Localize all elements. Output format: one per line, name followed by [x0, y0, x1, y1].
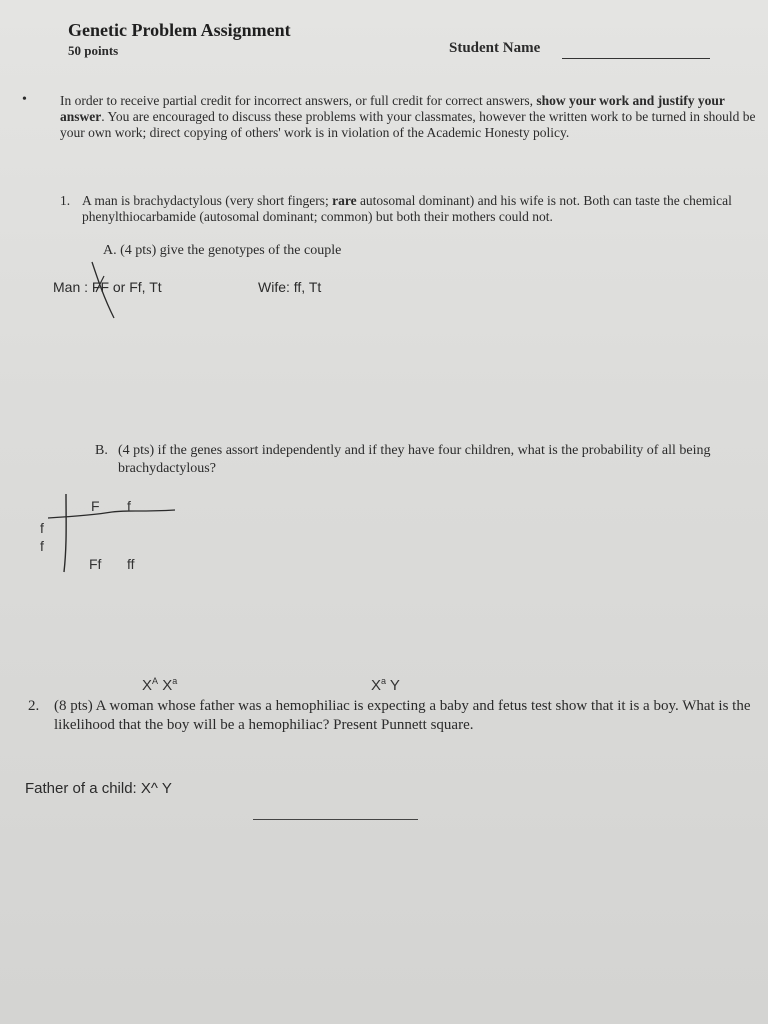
instructions-bold: show your work and justify your answer	[60, 93, 725, 124]
punnett-side-2: f	[40, 538, 44, 554]
instructions-text-2: . You are encouraged to discuss these problems with your classmates, however the written work to be turned in should be your own work; direct copying of others' work is in violation of the Academic Honesty policy.	[60, 109, 756, 140]
question-1-bold: rare	[332, 193, 357, 208]
punnett-horizontal-line	[48, 510, 175, 518]
assignment-title: Genetic Problem Assignment	[68, 20, 291, 40]
answer-man-value: FF or Ff, Tt	[91, 279, 162, 295]
punnett-vertical-line	[64, 494, 66, 572]
question-1-part-b-text: (4 pts) if the genes assort independently and if they have four children, what is the probability of all being brachydactylous?	[118, 443, 711, 476]
question-1-text-1: A man is brachydactylous (very short fingers;	[82, 193, 329, 208]
question-1-number: 1.	[60, 193, 71, 208]
mother-genotype-annotation: $X^A$ $X^a$	[142, 676, 178, 694]
instructions-text-1: In order to receive partial credit for incorrect answers, or full credit for correct answers,	[60, 93, 534, 108]
points-total: 50 points	[68, 43, 119, 58]
answer-man-label: Man :	[53, 279, 89, 295]
question-1-part-a: A. (4 pts) give the genotypes of the couple	[103, 243, 342, 258]
strike-mark	[92, 262, 114, 318]
punnett-side-1: f	[40, 520, 44, 536]
punnett-top-2: f	[127, 498, 131, 514]
margin-bullet: •	[22, 92, 27, 107]
question-2-text: (8 pts) A woman whose father was a hemophiliac is expecting a baby and fetus test show that it is a boy. What is the likelihood that the boy will be a hemophiliac? Present Punnett square.	[54, 698, 751, 733]
answer-line	[253, 819, 418, 820]
question-2	[28, 697, 768, 735]
punnett-cell-1: Ff	[89, 556, 102, 572]
punnett-top-1: F	[91, 498, 100, 514]
question-1-part-b	[95, 442, 768, 478]
punnett-cell-2: ff	[127, 556, 135, 572]
answer-wife: Wife: ff, Tt	[258, 279, 322, 295]
question-1-text-2: autosomal dominant) and his wife is not. Both can taste the chemical phenylthiocarbamide (autosomal dominant; common) but both their mothers could not.	[82, 193, 732, 224]
father-genotype-annotation: $X^a$ Y	[371, 676, 400, 694]
student-name-label: Student Name	[449, 40, 541, 56]
father-of-child: Father of a child: X^ Y	[25, 780, 172, 797]
question-1-part-b-label: B.	[95, 443, 108, 458]
question-2-number: 2.	[28, 698, 40, 714]
